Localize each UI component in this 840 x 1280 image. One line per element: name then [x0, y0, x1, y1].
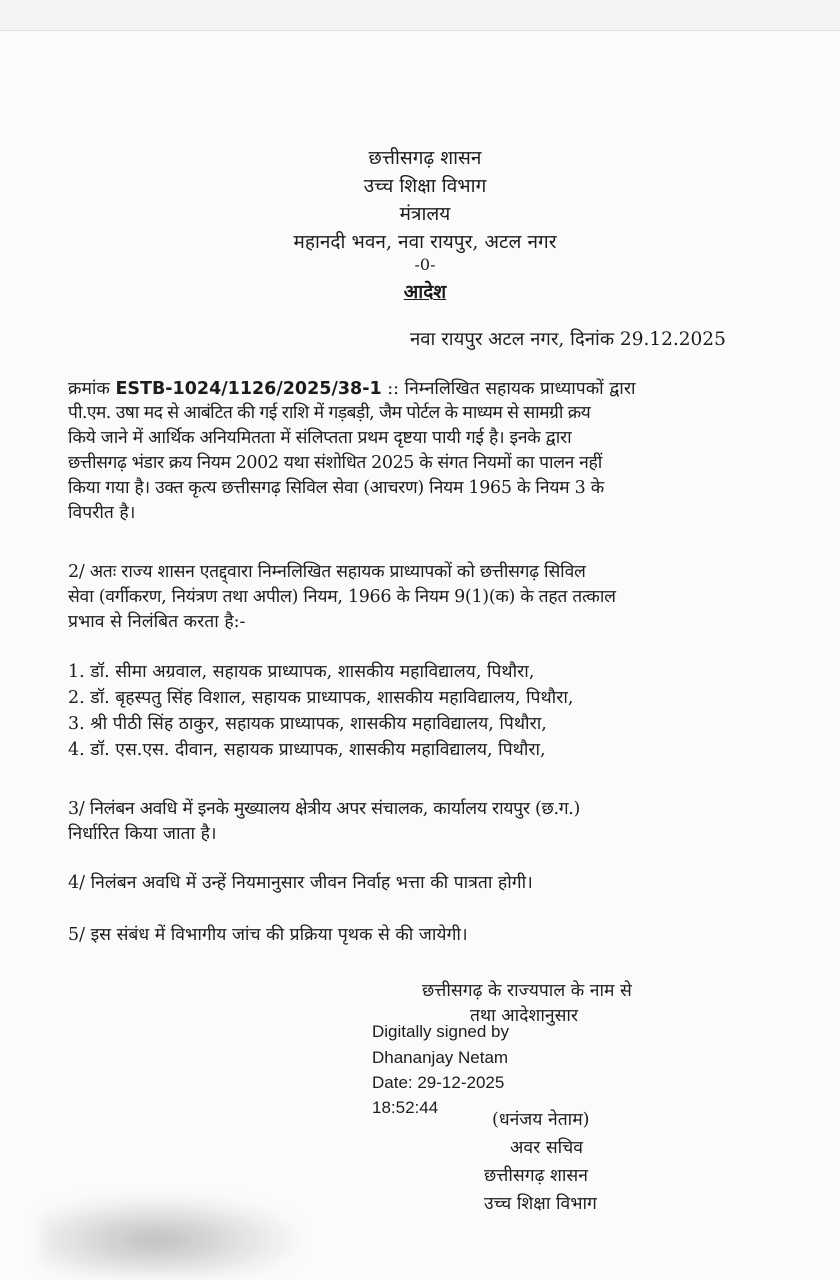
header-govt: छत्तीसगढ़ शासन [368, 147, 482, 169]
list-item: 2. डॉ. बृहस्पतु सिंह विशाल, सहायक प्राध्यापक, शासकीय महाविद्यालय, पिथौरा, [68, 688, 574, 708]
signatory-department: उच्च शिक्षा विभाग [484, 1194, 597, 1214]
order-title: आदेश [403, 281, 447, 303]
para1-line1-text: :: निम्नलिखित सहायक प्राध्यापकों द्वारा [381, 379, 636, 399]
order-document [0, 31, 840, 1280]
para2-line1: 2/ अतः राज्य शासन एतद्द्वारा निम्नलिखित सहायक प्राध्यापकों को छत्तीसगढ़ सिविल [68, 562, 586, 582]
signatory-name: (धनंजय नेताम) [492, 1110, 590, 1130]
para2-line3: प्रभाव से निलंबित करता है:- [68, 612, 246, 632]
para1-line5: किया गया है। उक्त कृत्य छत्तीसगढ़ सिविल सेवा (आचरण) नियम 1965 के नियम 3 के [68, 478, 604, 498]
header-department: उच्च शिक्षा विभाग [363, 175, 487, 197]
list-item: 1. डॉ. सीमा अग्रवाल, सहायक प्राध्यापक, शासकीय महाविद्यालय, पिथौरा, [68, 662, 535, 682]
header-separator: -0- [414, 255, 436, 274]
order-prefix: क्रमांक [68, 379, 116, 399]
order-number: ESTB-1024/1126/2025/38-1 [115, 379, 382, 399]
para1-line2: पी.एम. उषा मद से आबंटित की गई राशि में गड़बड़ी, जैम पोर्टल के माध्यम से सामग्री क्रय [68, 403, 591, 423]
para1-line3: किये जाने में आर्थिक अनियमितता में संलिप्तता प्रथम दृष्टया पायी गई है। इनके द्वारा [68, 428, 572, 448]
image-blur-smudge [40, 1196, 300, 1276]
para2-line2: सेवा (वर्गीकरण, नियंत्रण तथा अपील) नियम, 1966 के नियम 9(1)(क) के तहत तत्काल [68, 587, 616, 607]
para4: 4/ निलंबन अवधि में उन्हें नियमानुसार जीवन निर्वाह भत्ता की पात्रता होगी। [68, 873, 533, 893]
header-ministry: मंत्रालय [399, 203, 451, 225]
para5: 5/ इस संबंध में विभागीय जांच की प्रक्रिया पृथक से की जायेगी। [68, 925, 468, 945]
para1-line1 [68, 378, 636, 400]
closing-line1: छत्तीसगढ़ के राज्यपाल के नाम से [422, 981, 632, 1001]
digital-signature-date: Date: 29-12-2025 [372, 1073, 505, 1092]
signatory-govt: छत्तीसगढ़ शासन [484, 1166, 588, 1186]
list-item: 3. श्री पीठी सिंह ठाकुर, सहायक प्राध्यापक, शासकीय महाविद्यालय, पिथौरा, [68, 714, 547, 734]
header-address: महानदी भवन, नवा रायपुर, अटल नगर [293, 231, 557, 253]
digital-signature-name: Dhananjay Netam [372, 1048, 509, 1067]
para1-line4: छत्तीसगढ़ भंडार क्रय नियम 2002 यथा संशोधित 2025 के संगत नियमों का पालन नहीं [68, 453, 602, 473]
para3-line1: 3/ निलंबन अवधि में इनके मुख्यालय क्षेत्रीय अपर संचालक, कार्यालय रायपुर (छ.ग.) [68, 799, 581, 819]
digital-signature-time: 18:52:44 [372, 1098, 439, 1117]
viewer-top-bar [0, 0, 840, 31]
para1-line6: विपरीत है। [68, 503, 136, 523]
signatory-designation: अवर सचिव [510, 1138, 584, 1158]
date-line: नवा रायपुर अटल नगर, दिनांक 29.12.2025 [410, 329, 726, 350]
list-item: 4. डॉ. एस.एस. दीवान, सहायक प्राध्यापक, शासकीय महाविद्यालय, पिथौरा, [68, 740, 546, 760]
para3-line2: निर्धारित किया जाता है। [68, 824, 217, 844]
closing-line2: तथा आदेशानुसार [470, 1006, 579, 1026]
digital-signature-line1: Digitally signed by [372, 1022, 510, 1041]
